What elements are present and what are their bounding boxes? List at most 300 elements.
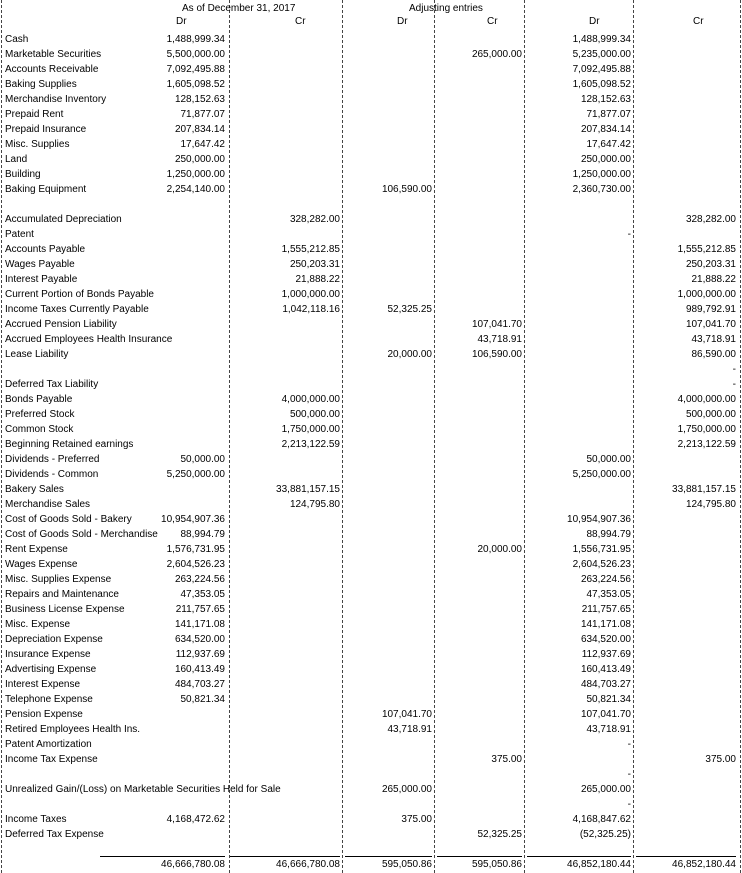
table-row	[0, 737, 742, 752]
trial-dr-cell: 263,224.56	[174, 574, 225, 585]
account-name: Interest Payable	[5, 274, 78, 285]
adjusted-dr-cell: 141,171.08	[580, 619, 631, 630]
account-name: Cost of Goods Sold - Merchandise	[5, 529, 158, 540]
adjusting-dr-cell	[345, 227, 432, 242]
trial-dr-cell	[100, 227, 225, 242]
table-row	[0, 647, 742, 662]
table-row	[0, 617, 742, 632]
adjusted-cr-cell: 1,555,212.85	[677, 244, 736, 255]
adjusting-dr-cell	[345, 557, 432, 572]
adjusted-cr-cell	[636, 512, 736, 527]
trial-dr-cell	[100, 317, 225, 332]
account-name: Prepaid Rent	[5, 109, 64, 120]
trial-dr-cell: 112,937.69	[175, 649, 225, 660]
adjusting-dr-cell	[345, 362, 432, 377]
adjusted-cr-cell	[636, 227, 736, 242]
adjusting-dr-cell: 375.00	[401, 814, 432, 825]
adjusting-cr-cell	[437, 407, 522, 422]
adjusting-cr-cell	[437, 722, 522, 737]
adjusting-cr-cell	[437, 227, 522, 242]
trial-cr-header: Cr	[295, 16, 306, 27]
trial-cr-cell	[230, 512, 340, 527]
trial-dr-cell	[100, 347, 225, 362]
totals-row	[0, 856, 742, 871]
adjusted-cr-cell: 33,881,157.15	[672, 484, 736, 495]
adjusting-cr-cell: 43,718.91	[477, 334, 522, 345]
adjusted-dr-cell	[527, 362, 631, 377]
adjusted-cr-cell: 43,718.91	[691, 334, 736, 345]
table-row	[0, 107, 742, 122]
adjusted-cr-cell: 124,795.80	[685, 499, 736, 510]
trial-cr-cell: 4,000,000.00	[281, 394, 340, 405]
table-row	[0, 392, 742, 407]
adjusting-dr-cell	[345, 482, 432, 497]
trial-cr-cell	[230, 632, 340, 647]
adjusted-cr-cell	[636, 107, 736, 122]
account-name: Misc. Expense	[5, 619, 71, 630]
trial-dr-cell	[100, 377, 225, 392]
adjusted-dr-cell: 1,556,731.95	[572, 544, 631, 555]
trial-dr-cell: 128,152.63	[174, 94, 225, 105]
account-name: Accumulated Depreciation	[5, 214, 122, 225]
table-row	[0, 587, 742, 602]
adjusted-dr-cell: 2,604,526.23	[572, 559, 631, 570]
table-row	[0, 497, 742, 512]
adjusting-cr-cell	[437, 812, 522, 827]
adjusting-cr-cell	[437, 587, 522, 602]
table-row	[0, 32, 742, 47]
account-name: Accounts Payable	[5, 244, 86, 255]
trial-dr-cell	[100, 827, 225, 842]
adjusting-dr-cell	[345, 632, 432, 647]
account-name: Prepaid Insurance	[5, 124, 87, 135]
adjusting-cr-cell	[437, 137, 522, 152]
adjusted-cr-cell	[636, 617, 736, 632]
adjusted-cr-cell	[636, 737, 736, 752]
table-row	[0, 527, 742, 542]
table-row	[0, 452, 742, 467]
adjusting-cr-cell	[437, 647, 522, 662]
trial-dr-cell: 71,877.07	[180, 109, 225, 120]
trial-dr-cell	[100, 332, 225, 347]
trial-cr-cell: 1,042,118.16	[282, 304, 340, 315]
account-name: Repairs and Maintenance	[5, 589, 119, 600]
trial-cr-cell	[230, 362, 340, 377]
adjusting-cr-cell	[437, 302, 522, 317]
adjusted-dr-cell	[527, 257, 631, 272]
adjusted-dr-header: Dr	[589, 16, 600, 27]
adjusted-cr-cell	[636, 197, 736, 212]
table-row	[0, 197, 742, 212]
trial-dr-cell	[100, 707, 225, 722]
adjusted-dr-cell: 484,703.27	[580, 679, 631, 690]
adjusted-dr-cell: 160,413.49	[580, 664, 631, 675]
account-name: Beginning Retained earnings	[5, 439, 134, 450]
account-name: Interest Expense	[5, 679, 81, 690]
table-row	[0, 182, 742, 197]
adjusting-dr-cell: 107,041.70	[381, 709, 432, 720]
trial-dr-header: Dr	[176, 16, 187, 27]
adjusted-cr-cell	[636, 707, 736, 722]
adjusting-dr-cell	[345, 737, 432, 752]
table-row	[0, 407, 742, 422]
adjusted-dr-cell: 128,152.63	[580, 94, 631, 105]
adjusted-dr-cell	[527, 377, 631, 392]
account-name: Lease Liability	[5, 349, 69, 360]
table-row	[0, 212, 742, 227]
adjusting-cr-cell: 52,325.25	[477, 829, 522, 840]
trial-cr-cell	[230, 152, 340, 167]
adjusted-dr-cell: 5,235,000.00	[572, 49, 631, 60]
table-row	[0, 272, 742, 287]
account-name: Accrued Pension Liability	[5, 319, 117, 330]
trial-cr-cell	[230, 107, 340, 122]
trial-dr-cell: 47,353.05	[180, 589, 225, 600]
adjusting-dr-cell	[345, 47, 432, 62]
trial-dr-cell: 211,757.65	[175, 604, 225, 615]
account-name: Land	[5, 154, 28, 165]
trial-dr-cell	[100, 782, 225, 797]
adjusted-dr-cell	[527, 272, 631, 287]
table-row	[0, 122, 742, 137]
account-name: Baking Supplies	[5, 79, 77, 90]
adjusting-dr-cell	[345, 587, 432, 602]
trial-cr-cell	[230, 452, 340, 467]
adjusted-cr-cell: 21,888.22	[691, 274, 736, 285]
adjusted-cr-cell	[636, 827, 736, 842]
adjusting-dr-cell	[345, 272, 432, 287]
adjusted-cr-cell: 4,000,000.00	[677, 394, 736, 405]
adjusting-cr-cell	[437, 242, 522, 257]
adjusted-dr-cell: 10,954,907.36	[567, 514, 631, 525]
account-name: Advertising Expense	[5, 664, 97, 675]
adjusting-dr-cell	[345, 137, 432, 152]
account-name: Cash	[5, 34, 29, 45]
total-adjusting-cr: 595,050.86	[437, 856, 522, 872]
adjusted-cr-cell: -	[732, 379, 736, 390]
trial-cr-cell: 33,881,157.15	[276, 484, 340, 495]
trial-dr-cell	[100, 242, 225, 257]
adjusted-dr-cell: 211,757.65	[581, 604, 631, 615]
adjusted-dr-cell: 265,000.00	[580, 784, 631, 795]
trial-dr-cell	[100, 392, 225, 407]
adjusting-cr-cell	[437, 512, 522, 527]
trial-cr-cell	[230, 167, 340, 182]
adjusted-cr-cell: -	[732, 364, 736, 375]
adjusting-dr-cell	[345, 377, 432, 392]
account-name: Merchandise Inventory	[5, 94, 107, 105]
account-name: Building	[5, 169, 41, 180]
table-row	[0, 152, 742, 167]
adjusting-cr-cell	[437, 617, 522, 632]
trial-dr-cell	[100, 482, 225, 497]
adjusting-cr-cell	[437, 497, 522, 512]
total-adjusted-dr: 46,852,180.44	[527, 856, 631, 872]
trial-cr-cell	[230, 827, 340, 842]
adjusted-cr-cell: 989,792.91	[685, 304, 736, 315]
adjusting-cr-cell	[437, 557, 522, 572]
adjusting-dr-cell	[345, 122, 432, 137]
adjusted-cr-cell	[636, 587, 736, 602]
adjusting-cr-cell	[437, 257, 522, 272]
adjusting-dr-cell: 43,718.91	[387, 724, 432, 735]
trial-cr-cell	[230, 347, 340, 362]
adjusting-cr-cell	[437, 272, 522, 287]
table-row	[0, 92, 742, 107]
adjusted-cr-cell: 375.00	[705, 754, 736, 765]
table-row	[0, 602, 742, 617]
trial-cr-cell	[230, 317, 340, 332]
trial-cr-cell	[230, 137, 340, 152]
trial-cr-cell	[230, 752, 340, 767]
adjusting-cr-cell	[437, 662, 522, 677]
total-adjusting-dr: 595,050.86	[345, 856, 432, 872]
table-row	[0, 467, 742, 482]
account-name: Misc. Supplies Expense	[5, 574, 112, 585]
trial-dr-cell: 1,576,731.95	[166, 544, 225, 555]
trial-cr-cell	[230, 812, 340, 827]
table-row	[0, 722, 742, 737]
adjusted-cr-cell: 2,213,122.59	[677, 439, 736, 450]
trial-dr-cell: 250,000.00	[174, 154, 225, 165]
account-name: Merchandise Sales	[5, 499, 91, 510]
table-row	[0, 752, 742, 767]
account-name: Depreciation Expense	[5, 634, 103, 645]
table-row	[0, 377, 742, 392]
trial-cr-cell	[230, 227, 340, 242]
trial-dr-cell: 50,000.00	[180, 454, 225, 465]
adjusted-cr-cell	[636, 557, 736, 572]
adjusted-dr-cell	[527, 212, 631, 227]
adjusted-cr-cell	[636, 662, 736, 677]
table-row	[0, 557, 742, 572]
adjusted-dr-cell	[527, 497, 631, 512]
adjusting-dr-cell	[345, 167, 432, 182]
adjusted-cr-cell: 1,000,000.00	[677, 289, 736, 300]
account-name: Pension Expense	[5, 709, 83, 720]
trial-cr-cell: 1,555,212.85	[281, 244, 340, 255]
adjusted-cr-cell	[636, 692, 736, 707]
adjusted-dr-cell	[527, 347, 631, 362]
account-name: Income Taxes	[5, 814, 67, 825]
trial-dr-cell: 207,834.14	[174, 124, 225, 135]
trial-cr-cell	[230, 677, 340, 692]
adjusted-dr-cell: 250,000.00	[580, 154, 631, 165]
trial-cr-cell	[230, 647, 340, 662]
trial-dr-cell: 10,954,907.36	[161, 514, 225, 525]
table-row	[0, 707, 742, 722]
trial-cr-cell	[230, 587, 340, 602]
adjusting-dr-cell	[345, 452, 432, 467]
trial-dr-cell: 634,520.00	[174, 634, 225, 645]
adjusted-dr-cell: 88,994.79	[586, 529, 631, 540]
account-name: Patent	[5, 229, 34, 240]
table-row	[0, 677, 742, 692]
trial-cr-cell: 500,000.00	[289, 409, 340, 420]
trial-dr-cell: 1,250,000.00	[166, 169, 225, 180]
trial-dr-cell: 4,168,472.62	[166, 814, 225, 825]
adjusted-dr-cell: 207,834.14	[580, 124, 631, 135]
table-row	[0, 347, 742, 362]
adjusted-cr-cell	[636, 722, 736, 737]
table-row	[0, 542, 742, 557]
account-name: Marketable Securities	[5, 49, 102, 60]
adjusting-cr-cell	[437, 167, 522, 182]
adjusting-dr-cell	[345, 512, 432, 527]
trial-dr-cell: 5,500,000.00	[166, 49, 225, 60]
table-row	[0, 572, 742, 587]
adjusted-dr-cell	[527, 437, 631, 452]
adjusting-dr-cell	[345, 677, 432, 692]
trial-cr-cell: 1,750,000.00	[281, 424, 340, 435]
account-name: Deferred Tax Expense	[5, 829, 104, 840]
table-row	[0, 302, 742, 317]
account-name: Current Portion of Bonds Payable	[5, 289, 154, 300]
adjusting-dr-cell	[345, 797, 432, 812]
trial-cr-cell: 1,000,000.00	[281, 289, 340, 300]
adjusted-dr-cell: 1,605,098.52	[572, 79, 631, 90]
adjusted-cr-cell	[636, 32, 736, 47]
account-name: Income Tax Expense	[5, 754, 98, 765]
trial-cr-cell	[230, 122, 340, 137]
adjusted-dr-cell	[527, 422, 631, 437]
trial-dr-cell	[100, 197, 225, 212]
trial-dr-cell	[100, 722, 225, 737]
trial-dr-cell	[100, 287, 225, 302]
account-name: Wages Payable	[5, 259, 75, 270]
table-row	[0, 47, 742, 62]
trial-cr-cell	[230, 767, 340, 782]
trial-dr-cell	[100, 767, 225, 782]
account-name: Rent Expense	[5, 544, 68, 555]
trial-dr-cell: 17,647.42	[180, 139, 225, 150]
adjusted-dr-cell: 1,250,000.00	[572, 169, 631, 180]
adjusting-cr-cell	[437, 452, 522, 467]
adjusted-cr-cell	[636, 542, 736, 557]
adjusting-dr-cell	[345, 752, 432, 767]
adjusting-dr-cell: 52,325.25	[387, 304, 432, 315]
account-name: Deferred Tax Liability	[5, 379, 99, 390]
adjusted-cr-cell	[636, 632, 736, 647]
adjusting-dr-cell: 20,000.00	[387, 349, 432, 360]
adjusting-cr-cell	[437, 32, 522, 47]
adjusting-dr-header: Dr	[397, 16, 408, 27]
adjusted-dr-cell: -	[627, 799, 631, 810]
adjusting-dr-cell	[345, 407, 432, 422]
account-name: Unrealized Gain/(Loss) on Marketable Securities Held for Sale	[5, 784, 281, 795]
table-row	[0, 362, 742, 377]
trial-dr-cell: 484,703.27	[174, 679, 225, 690]
trial-cr-cell	[230, 572, 340, 587]
table-row	[0, 167, 742, 182]
account-name: Wages Expense	[5, 559, 78, 570]
trial-cr-cell: 250,203.31	[289, 259, 340, 270]
trial-dr-cell: 50,821.34	[180, 694, 225, 705]
trial-dr-cell	[100, 422, 225, 437]
adjusting-dr-cell	[345, 92, 432, 107]
adjusting-cr-cell	[437, 287, 522, 302]
account-name: Bonds Payable	[5, 394, 73, 405]
account-name: Retired Employees Health Ins.	[5, 724, 141, 735]
adjusting-cr-cell	[437, 122, 522, 137]
adjusted-cr-cell: 107,041.70	[685, 319, 736, 330]
account-name: Telephone Expense	[5, 694, 93, 705]
adjusting-dr-cell	[345, 467, 432, 482]
adjusted-cr-cell: 86,590.00	[691, 349, 736, 360]
trial-cr-cell: 124,795.80	[289, 499, 340, 510]
trial-dr-cell	[100, 407, 225, 422]
adjusted-dr-cell: 50,821.34	[586, 694, 631, 705]
adjusting-dr-cell	[345, 497, 432, 512]
table-row	[0, 782, 742, 797]
table-row	[0, 62, 742, 77]
adjusted-dr-cell: 1,488,999.34	[572, 34, 631, 45]
adjusted-cr-cell	[636, 122, 736, 137]
trial-cr-cell	[230, 602, 340, 617]
trial-cr-cell	[230, 617, 340, 632]
adjusting-cr-cell	[437, 482, 522, 497]
adjusting-cr-cell: 107,041.70	[471, 319, 522, 330]
trial-cr-cell	[230, 557, 340, 572]
adjusting-cr-cell	[437, 392, 522, 407]
adjusted-dr-cell	[527, 317, 631, 332]
period-title: As of December 31, 2017	[182, 3, 296, 14]
trial-cr-cell	[230, 92, 340, 107]
adjusting-dr-cell	[345, 392, 432, 407]
adjusting-cr-cell	[437, 737, 522, 752]
table-row	[0, 257, 742, 272]
adjusted-dr-cell	[527, 392, 631, 407]
adjusting-title: Adjusting entries	[409, 3, 483, 14]
trial-dr-cell: 2,604,526.23	[166, 559, 225, 570]
trial-cr-cell	[230, 182, 340, 197]
adjusting-dr-cell	[345, 617, 432, 632]
trial-dr-cell: 141,171.08	[174, 619, 225, 630]
adjusted-cr-cell	[636, 182, 736, 197]
trial-dr-cell	[100, 752, 225, 767]
total-trial-dr: 46,666,780.08	[100, 856, 225, 872]
adjusted-cr-cell	[636, 782, 736, 797]
trial-dr-cell: 88,994.79	[180, 529, 225, 540]
adjusted-cr-cell	[636, 467, 736, 482]
account-name: Income Taxes Currently Payable	[5, 304, 149, 315]
adjusting-cr-cell	[437, 602, 522, 617]
account-name: Preferred Stock	[5, 409, 75, 420]
adjusting-dr-cell	[345, 152, 432, 167]
adjusted-dr-cell: -	[627, 769, 631, 780]
trial-dr-cell: 2,254,140.00	[166, 184, 225, 195]
adjusted-dr-cell: (52,325.25)	[579, 829, 631, 840]
trial-dr-cell	[100, 437, 225, 452]
adjusted-cr-header: Cr	[693, 16, 704, 27]
trial-dr-cell	[100, 272, 225, 287]
adjusting-dr-cell: 265,000.00	[381, 784, 432, 795]
trial-cr-cell	[230, 332, 340, 347]
table-row	[0, 227, 742, 242]
adjusting-cr-cell	[437, 77, 522, 92]
adjusted-cr-cell	[636, 452, 736, 467]
table-row	[0, 512, 742, 527]
adjusting-dr-cell	[345, 107, 432, 122]
adjusted-cr-cell	[636, 572, 736, 587]
trial-cr-cell	[230, 467, 340, 482]
adjusting-cr-cell	[437, 152, 522, 167]
adjusted-cr-cell	[636, 602, 736, 617]
account-name: Bakery Sales	[5, 484, 64, 495]
adjusting-dr-cell	[345, 767, 432, 782]
adjusted-dr-cell: 17,647.42	[586, 139, 631, 150]
trial-cr-cell	[230, 197, 340, 212]
